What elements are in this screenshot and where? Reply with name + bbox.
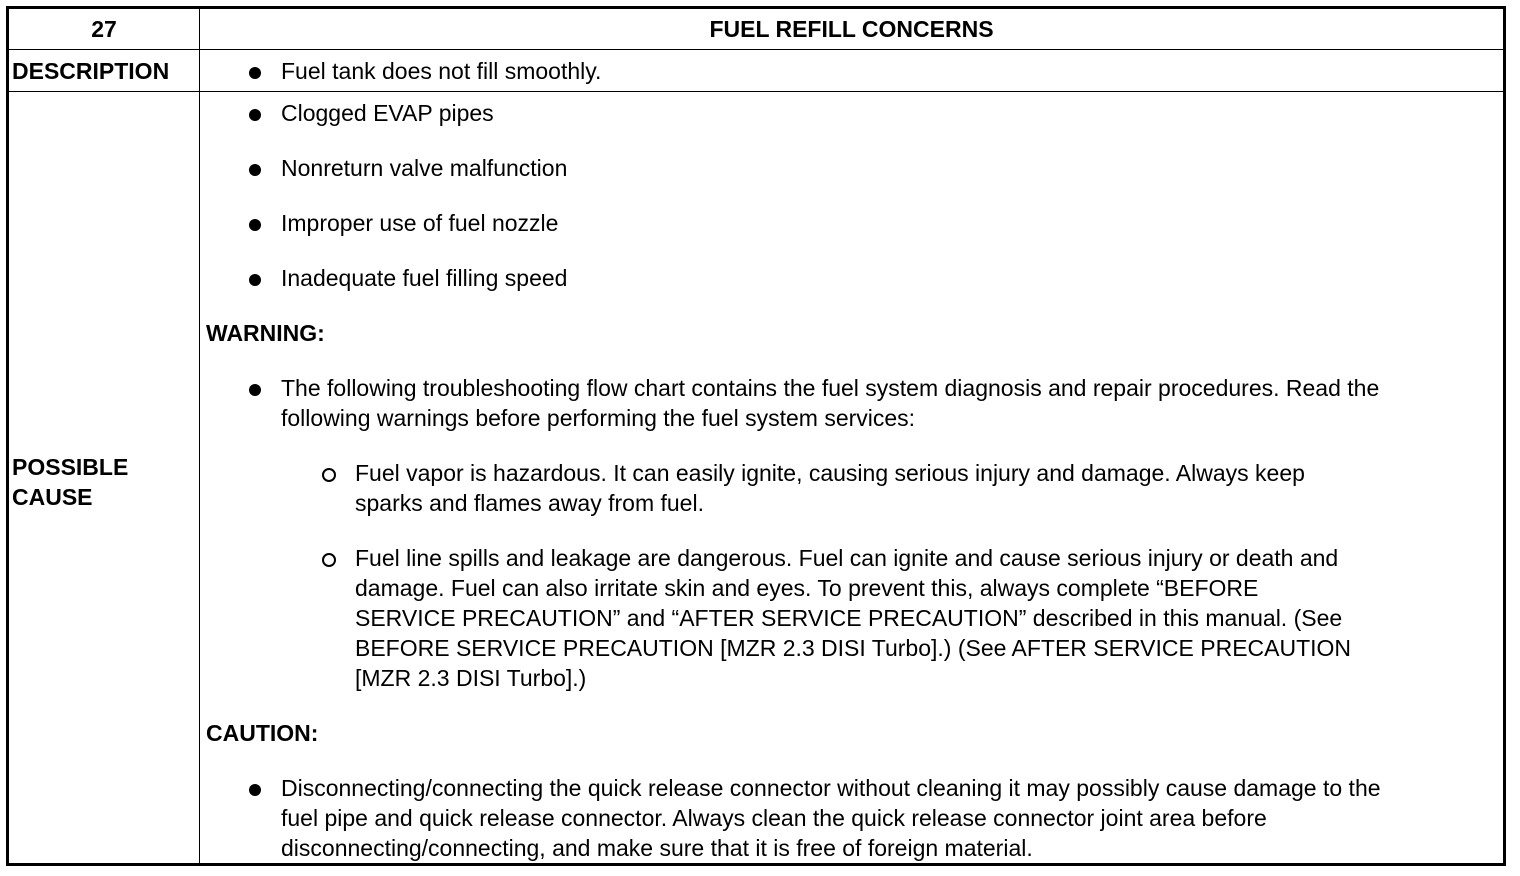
caution-text-line2: fuel pipe and quick release connector. Always clean the quick release connector joint area before [281,805,1267,831]
description-item: Fuel tank does not fill smoothly. [281,58,602,84]
bullet-icon [249,67,261,79]
page-title: FUEL REFILL CONCERNS [709,16,994,42]
warning-label: WARNING: [206,320,325,346]
cause-item: Improper use of fuel nozzle [281,210,559,236]
bullet-icon [249,274,261,286]
warning-main-text-line2: following warnings before performing the fuel system services: [281,405,916,431]
description-label: DESCRIPTION [12,58,170,84]
caution-text-line1: Disconnecting/connecting the quick release connector without cleaning it may possibly cause damage to the [281,775,1381,801]
caution-label: CAUTION: [206,720,319,746]
bullet-icon [249,384,261,396]
header-row-divider [9,49,1503,50]
warning-sub-item-1-line2: sparks and flames away from fuel. [355,490,704,516]
bullet-icon [249,219,261,231]
sub-bullet-icon [322,468,336,482]
possible-cause-label-line2: CAUSE [12,484,93,510]
cause-item: Clogged EVAP pipes [281,100,494,126]
column-divider [199,9,200,863]
warning-sub-item-2-line5: [MZR 2.3 DISI Turbo].) [355,665,587,691]
warning-sub-item-2-line1: Fuel line spills and leakage are dangerous. Fuel can ignite and cause serious injury or death and [355,545,1339,571]
description-row-divider [9,91,1503,92]
bullet-icon [249,164,261,176]
caution-text-line3: disconnecting/connecting, and make sure that it is free of foreign material. [281,835,1033,861]
possible-cause-label-line1: POSSIBLE [12,454,129,480]
warning-sub-item-1-line1: Fuel vapor is hazardous. It can easily ignite, causing serious injury and damage. Always keep [355,460,1305,486]
troubleshooting-number: 27 [91,16,117,42]
bullet-icon [249,784,261,796]
warning-sub-item-2-line2: damage. Fuel can also irritate skin and eyes. To prevent this, always complete “BEFORE [355,575,1259,601]
bullet-icon [249,109,261,121]
cause-item: Nonreturn valve malfunction [281,155,568,181]
fuel-refill-concerns-table [6,6,1506,866]
sub-bullet-icon [322,553,336,567]
warning-sub-item-2-line4: BEFORE SERVICE PRECAUTION [MZR 2.3 DISI Turbo].) (See AFTER SERVICE PRECAUTION [355,635,1352,661]
cause-item: Inadequate fuel filling speed [281,265,568,291]
warning-main-text-line1: The following troubleshooting flow chart contains the fuel system diagnosis and repair procedures. Read the [281,375,1380,401]
warning-sub-item-2-line3: SERVICE PRECAUTION” and “AFTER SERVICE PRECAUTION” described in this manual. (See [355,605,1343,631]
